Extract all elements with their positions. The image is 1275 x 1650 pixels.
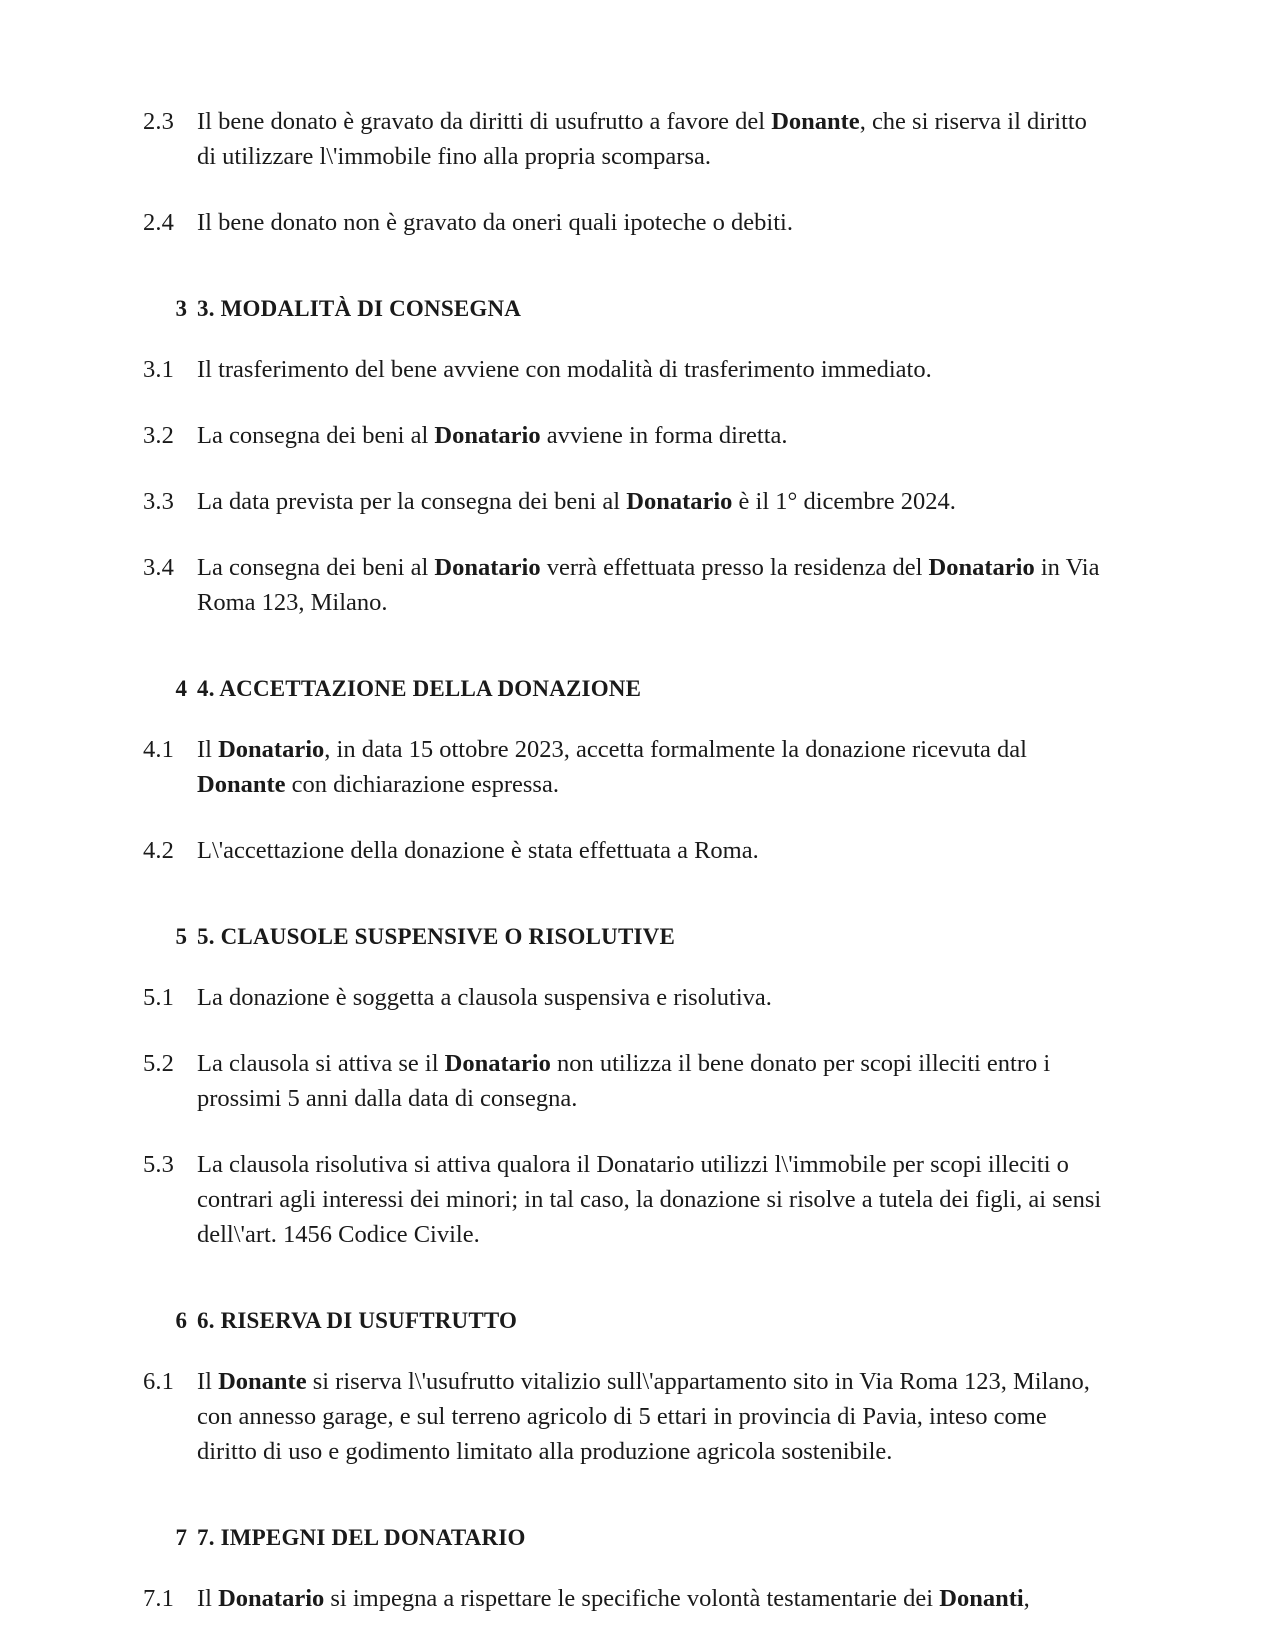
emphasized-term: Donatario: [218, 736, 325, 763]
section-heading-number: 7: [175, 1525, 187, 1550]
clause-number: 4.1: [143, 736, 174, 763]
text-run: si riserva l\'usufrutto vitalizio sull\'appartamento sito in Via Roma 123, Milano, con annesso garage, e sul terreno agricolo di 5 ettari in provincia di Pavia, inteso come diritto di uso e godimento limitato alla produzione agricola sostenibile.: [197, 1368, 1090, 1465]
text-run: La data prevista per la consegna dei beni al: [197, 488, 627, 515]
clause-paragraph: [143, 352, 1105, 387]
document-content: [143, 104, 1105, 1616]
clause-number: 3.1: [143, 356, 174, 383]
clause-paragraph: [143, 1364, 1105, 1469]
clause-number: 7.1: [143, 1585, 174, 1612]
text-run: non utilizza il bene donato per scopi illeciti entro i prossimi 5 anni dalla data di consegna.: [197, 1050, 1051, 1112]
text-run: Il bene donato non è gravato da oneri quali ipoteche o debiti.: [197, 209, 793, 236]
section-heading-title: 5. CLAUSOLE SUSPENSIVE O RISOLUTIVE: [197, 924, 675, 949]
clause-text: [187, 104, 1105, 174]
section-heading-number: 6: [175, 1308, 187, 1333]
clause-paragraph: [143, 550, 1105, 620]
clause-paragraph: [143, 1581, 1105, 1616]
text-run: Il: [197, 736, 219, 763]
section-heading: [143, 292, 1105, 325]
clause-text: [187, 833, 1105, 868]
text-run: L\'accettazione della donazione è stata effettuata a Roma.: [197, 837, 759, 864]
clause-text: [187, 352, 1105, 387]
text-run: La consegna dei beni al: [197, 422, 435, 449]
text-run: La donazione è soggetta a clausola suspensiva e risolutiva.: [197, 984, 772, 1011]
clause-paragraph: [143, 980, 1105, 1015]
section-heading-title: 3. MODALITÀ DI CONSEGNA: [197, 296, 522, 321]
clause-number: 5.2: [143, 1050, 174, 1077]
emphasized-term: Donante: [771, 108, 860, 135]
emphasized-term: Donatario: [626, 488, 733, 515]
text-run: Il: [197, 1585, 219, 1612]
clause-text: [187, 732, 1105, 802]
clause-paragraph: [143, 418, 1105, 453]
clause-text: [187, 1364, 1105, 1469]
clause-paragraph: [143, 1147, 1105, 1252]
section-heading-number: 4: [175, 676, 187, 701]
clause-number: 3.3: [143, 488, 174, 515]
clause-number: 6.1: [143, 1368, 174, 1395]
text-run: , in data 15 ottobre 2023, accetta formalmente la donazione ricevuta dal: [324, 736, 1027, 763]
clause-number: 5.1: [143, 984, 174, 1011]
emphasized-term: Donatario: [434, 554, 541, 581]
clause-text: [187, 550, 1105, 620]
text-run: La clausola si attiva se il: [197, 1050, 445, 1077]
text-run: Il trasferimento del bene avviene con modalità di trasferimento immediato.: [197, 356, 932, 383]
emphasized-term: Donatario: [444, 1050, 551, 1077]
text-run: Il bene donato è gravato da diritti di usufrutto a favore del: [197, 108, 772, 135]
section-heading: [143, 1304, 1105, 1337]
clause-text: [187, 1147, 1105, 1252]
text-run: avviene in forma diretta.: [540, 422, 788, 449]
clause-text: [187, 980, 1105, 1015]
clause-paragraph: [143, 1046, 1105, 1116]
clause-number: 3.4: [143, 554, 174, 581]
section-heading-title: 6. RISERVA DI USUFTRUTTO: [197, 1308, 518, 1333]
emphasized-term: Donatario: [928, 554, 1035, 581]
text-run: Il: [197, 1368, 219, 1395]
section-heading: [143, 672, 1105, 705]
text-run: La clausola risolutiva si attiva qualora il Donatario utilizzi l\'immobile per scopi illeciti o contrari agli interessi dei minori; in tal caso, la donazione si risolve a tutela dei figli, ai sensi dell\'art. 1456 Codice Civile.: [197, 1151, 1102, 1248]
section-heading: [143, 920, 1105, 953]
clause-number: 4.2: [143, 837, 174, 864]
clause-number: 2.4: [143, 209, 174, 236]
clause-text: [187, 484, 1105, 519]
text-run: con dichiarazione espressa.: [285, 771, 559, 798]
clause-paragraph: [143, 484, 1105, 519]
emphasized-term: Donatario: [218, 1585, 325, 1612]
clause-paragraph: [143, 104, 1105, 174]
emphasized-term: Donante: [218, 1368, 307, 1395]
emphasized-term: Donante: [197, 771, 286, 798]
section-heading-number: 5: [175, 924, 187, 949]
text-run: verrà effettuata presso la residenza del: [540, 554, 929, 581]
text-run: in Via Roma 123, Milano.: [197, 554, 1100, 616]
clause-number: 3.2: [143, 422, 174, 449]
emphasized-term: Donanti: [939, 1585, 1024, 1612]
clause-text: [187, 1581, 1105, 1616]
section-heading-title: 7. IMPEGNI DEL DONATARIO: [197, 1525, 526, 1550]
clause-paragraph: [143, 205, 1105, 240]
clause-number: 5.3: [143, 1151, 174, 1178]
text-run: La consegna dei beni al: [197, 554, 435, 581]
clause-text: [187, 1046, 1105, 1116]
clause-text: [187, 418, 1105, 453]
section-heading: [143, 1521, 1105, 1554]
text-run: ,: [1023, 1585, 1030, 1612]
section-heading-title: 4. ACCETTAZIONE DELLA DONAZIONE: [197, 676, 642, 701]
text-run: , che si riserva il diritto di utilizzare l\'immobile fino alla propria scomparsa.: [197, 108, 1087, 170]
clause-paragraph: [143, 833, 1105, 868]
clause-text: [187, 205, 1105, 240]
clause-paragraph: [143, 732, 1105, 802]
section-heading-number: 3: [175, 296, 187, 321]
text-run: si impegna a rispettare le specifiche volontà testamentarie dei: [324, 1585, 940, 1612]
text-run: è il 1° dicembre 2024.: [732, 488, 956, 515]
emphasized-term: Donatario: [434, 422, 541, 449]
clause-number: 2.3: [143, 108, 174, 135]
